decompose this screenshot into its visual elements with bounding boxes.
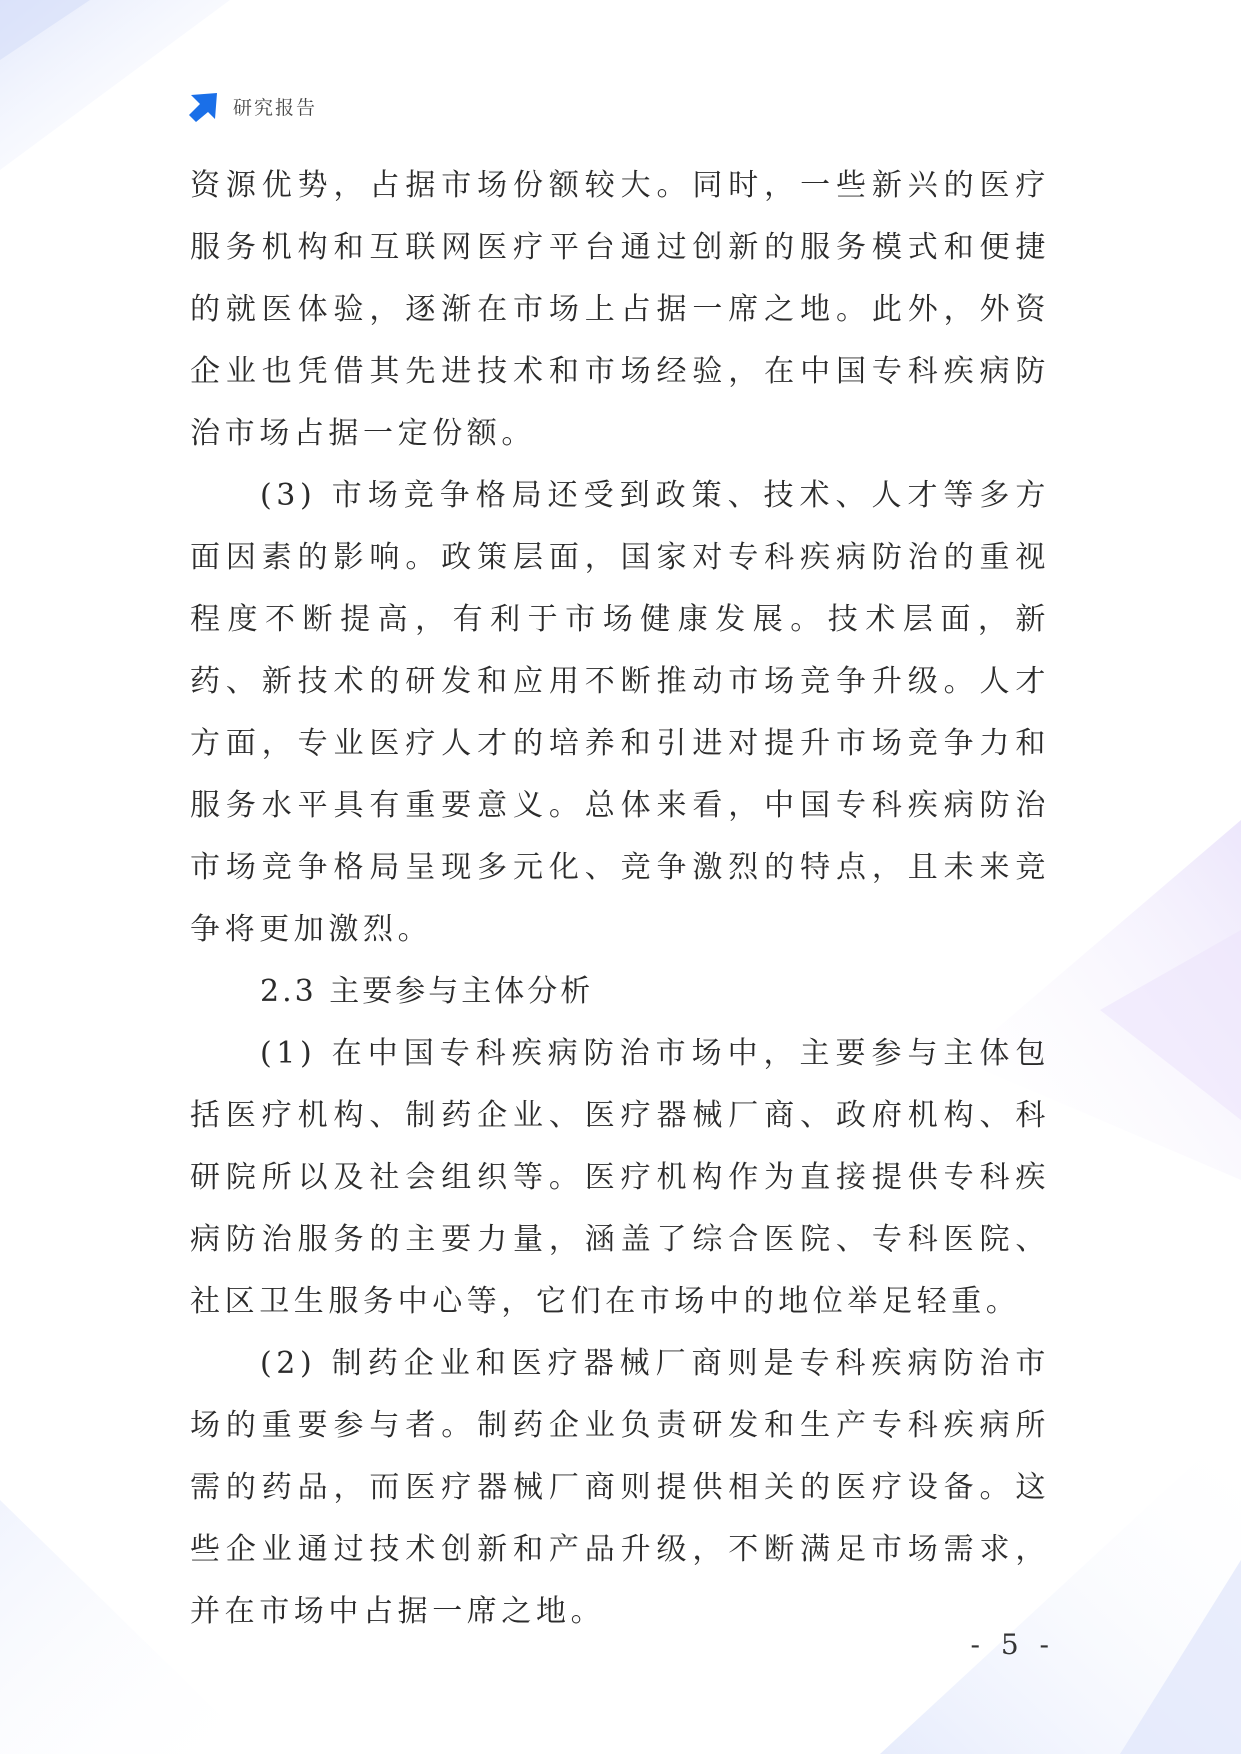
page-number: - 5 - — [970, 1628, 1055, 1661]
paragraph-2: (2) 制药企业和医疗器械厂商则是专科疾病防治市场的重要参与者。制药企业负责研发和生产专科疾病所需的药品，而医疗器械厂商则提供相关的医疗设备。这些企业通过技术创新和产品升级，不断满足市场需求，并在市场中占据一席之地。 — [190, 1346, 1050, 1629]
document-body — [190, 155, 1050, 1643]
section-heading: 2.3 主要参与主体分析 — [260, 974, 594, 1009]
page-header — [187, 88, 317, 124]
paragraph-3: (3) 市场竞争格局还受到政策、技术、人才等多方面因素的影响。政策层面，国家对专科疾病防治的重视程度不断提高，有利于市场健康发展。技术层面，新药、新技术的研发和应用不断推动市场竞争升级。人才方面，专业医疗人才的培养和引进对提升市场竞争力和服务水平具有重要意义。总体来看，中国专科疾病防治市场竞争格局呈现多元化、竞争激烈的特点，且未来竞争将更加激烈。 — [190, 478, 1050, 947]
paragraph-1: (1) 在中国专科疾病防治市场中，主要参与主体包括医疗机构、制药企业、医疗器械厂商、政府机构、科研院所以及社会组织等。医疗机构作为直接提供专科疾病防治服务的主要力量，涵盖了综合医院、专科医院、社区卫生服务中心等，它们在市场中的地位举足轻重。 — [190, 1036, 1050, 1319]
header-title: 研究报告 — [233, 96, 318, 119]
paragraph-continued: 资源优势，占据市场份额较大。同时，一些新兴的医疗服务机构和互联网医疗平台通过创新的服务模式和便捷的就医体验，逐渐在市场上占据一席之地。此外，外资企业也凭借其先进技术和市场经验，在中国专科疾病防治市场占据一定份额。 — [190, 168, 1050, 451]
arrow-logo-icon — [187, 89, 221, 123]
